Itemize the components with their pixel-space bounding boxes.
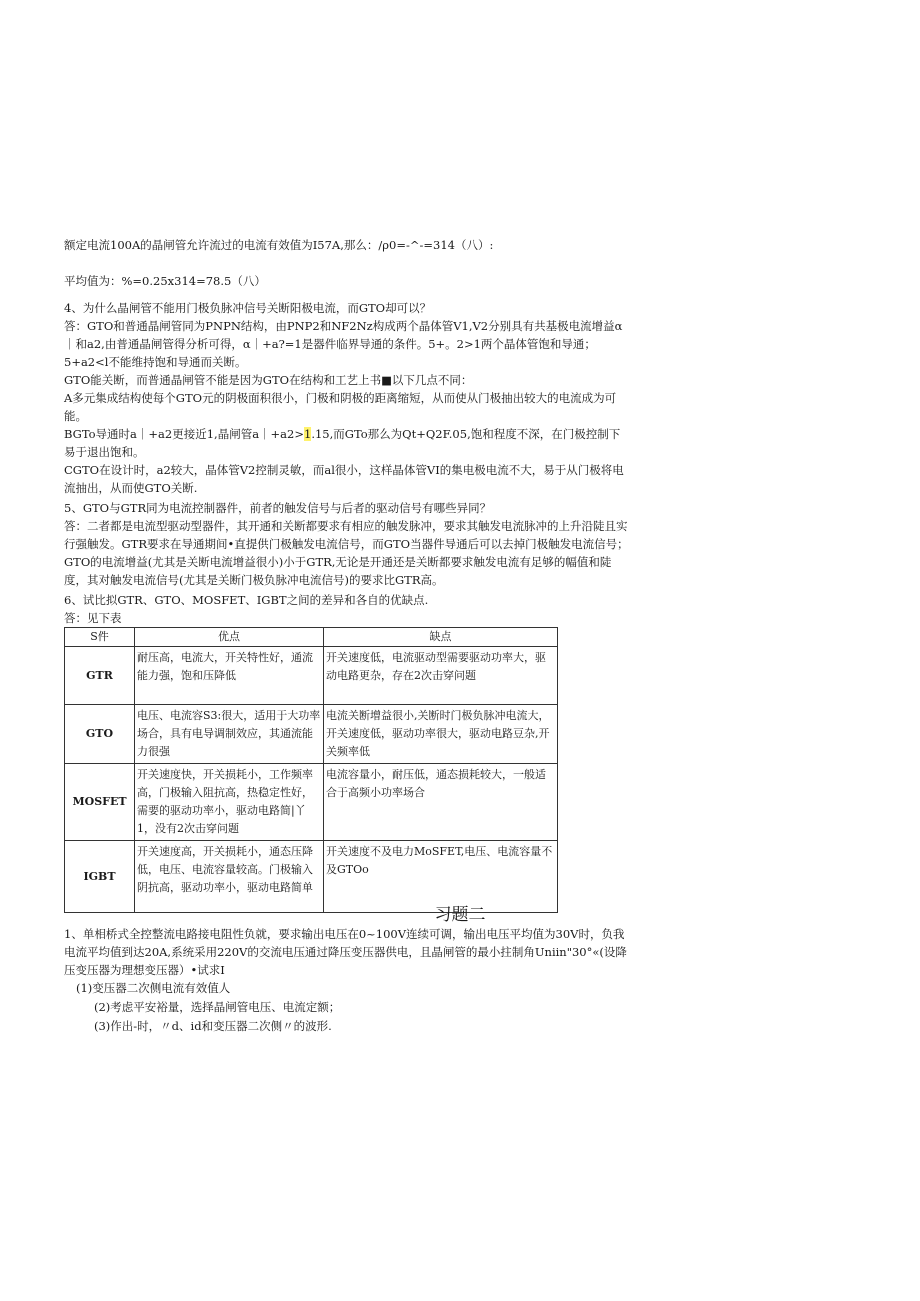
section-heading: 习题二 <box>434 905 486 924</box>
device-cell: GTO <box>65 705 135 764</box>
table-row <box>65 647 558 705</box>
exercise-item: (2)考虑平安裕量，选择晶闸管电压、电流定额； <box>94 1000 341 1014</box>
comparison-table <box>64 627 558 913</box>
pros-cell: 电压、电流容S3:很大，适用于大功率场合，具有电导调制效应，其通流能力很强 <box>135 705 324 764</box>
device-cell: GTR <box>65 647 135 705</box>
question-4-point-b <box>64 425 630 461</box>
cons-cell: 电流关断增益很小,关断时门极负脉冲电流大，开关速度低，驱动功率很大，驱动电路豆杂,开关频率低 <box>324 705 558 764</box>
header-pros: 优点 <box>135 628 324 647</box>
pros-cell: 开关速度快，开关损耗小，工作频率高，门极输入阻抗高，热稳定性好，需要的驱动功率小，驱动电路简|丫1，没有2次击穿问题 <box>135 764 324 841</box>
cons-cell: 开关速度低，电流驱动型需要驱动功率大，驱动电路更杂，存在2次击穿问题 <box>324 647 558 705</box>
pros-cell: 耐压高，电流大，开关特性好，通流能力强，饱和压降低 <box>135 647 324 705</box>
highlighted-text: 1 <box>304 427 312 441</box>
point-b-text-end: .15,而GTo那么为Qt+Q2F.05,饱和程度不深，在门极控制下易于退出饱和。 <box>64 427 621 459</box>
question-4-point-c: CGTO在设计时，a2较大，晶体管V2控制灵敏，而al很小，这样晶体管VI的集电极电流不大，易于从门极将电流抽出，从而使GTO关断. <box>64 463 624 495</box>
header-cons: 缺点 <box>324 628 558 647</box>
cons-cell: 电流容量小，耐压低，通态损耗较大，一般适合于高频小功率场合 <box>324 764 558 841</box>
question-5-answer: 答：二者都是电流型驱动型器件，其开通和关断都要求有相应的触发脉冲，要求其触发电流脉冲的上升沿陡且实行强触发。GTR要求在导通期间•直提供门极触发电流信号，而GTO当器件导通后可以去掉门极触发电流信号；GTO的电流增益(尤其是关断电流增益很小)小于GTR,无论是开通还是关断都要求触发电流有足够的幅值和陡度，其对触发电流信号(尤其是关断门极负脉冲电流信号)的要求比GTR高。 <box>64 519 629 587</box>
pros-cell: 开关速度高，开关损耗小，通态压降低，电压、电流容量较高。门极输入阴抗高，驱动功率小，驱动电路简单 <box>135 841 324 913</box>
point-b-text-start: BGTo导通时a｜+a2更接近1,晶闸管a｜+a2> <box>64 427 304 441</box>
table-header-row <box>65 628 558 647</box>
question-4-answer: 答：GTO和普通晶闸管同为PNPN结构，由PNP2和NF2Nz构成两个晶体管V1,V2分别具有共基极电流增益α｜和a2,由普通晶闸管得分析可得，α｜+a?=1是器件临界导通的条件。5+。2>1两个晶体管饱和导通；5+a2<l不能维持饱和导通而关断。 <box>64 319 623 369</box>
cons-cell: 开关速度不及电力MoSFET,电压、电流容量不及GTOo <box>324 841 558 913</box>
question-4-reason: GTO能关断，而普通晶闸管不能是因为GTO在结构和工艺上书■以下几点不同： <box>64 373 473 387</box>
table-row <box>65 705 558 764</box>
question-6-answer: 答：见下表 <box>64 611 122 625</box>
question-4-title: 4、为什么晶闸管不能用门极负脉冲信号关断阳极电流，而GTO却可以？ <box>64 301 432 315</box>
header-device: S件 <box>65 628 135 647</box>
average-value-line: 平均值为：%=0.25x314=78.5（八） <box>64 274 266 288</box>
exercise-item: (1)变压器二次侧电流有效值人 <box>76 981 231 995</box>
exercise-item: (3)作出-时，〃d、id和变压器二次侧〃的波形. <box>94 1019 332 1033</box>
rms-current-line: 额定电流100A的晶闸管允许流过的电流有效值为I57A,那么：/ρ0=-^-=314（八）: <box>64 238 494 252</box>
question-5-title: 5、GTO与GTR同为电流控制器件，前者的触发信号与后者的驱动信号有哪些异同？ <box>64 501 492 515</box>
table-row <box>65 764 558 841</box>
device-cell: MOSFET <box>65 764 135 841</box>
exercise-1-text: 1、单相桥式全控整流电路接电阻性负就，要求输出电压在0~100V连续可调，输出电压平均值为30V时，负我电流平均值到达20A,系统采用220V的交流电压通过降压变压器供电，且晶闸管的最小拄制角Uniin"30°«(设降压变压器为理想变压器）•试求I <box>64 927 627 977</box>
device-cell: IGBT <box>65 841 135 913</box>
question-6-title: 6、试比拟GTR、GTO、MOSFET、IGBT之间的差异和各自的优缺点. <box>64 593 429 607</box>
question-4-point-a: A多元集成结构使每个GTO元的阴极面积很小，门极和阴极的距离缩短，从而使从门极抽出较大的电流成为可能。 <box>64 391 617 423</box>
